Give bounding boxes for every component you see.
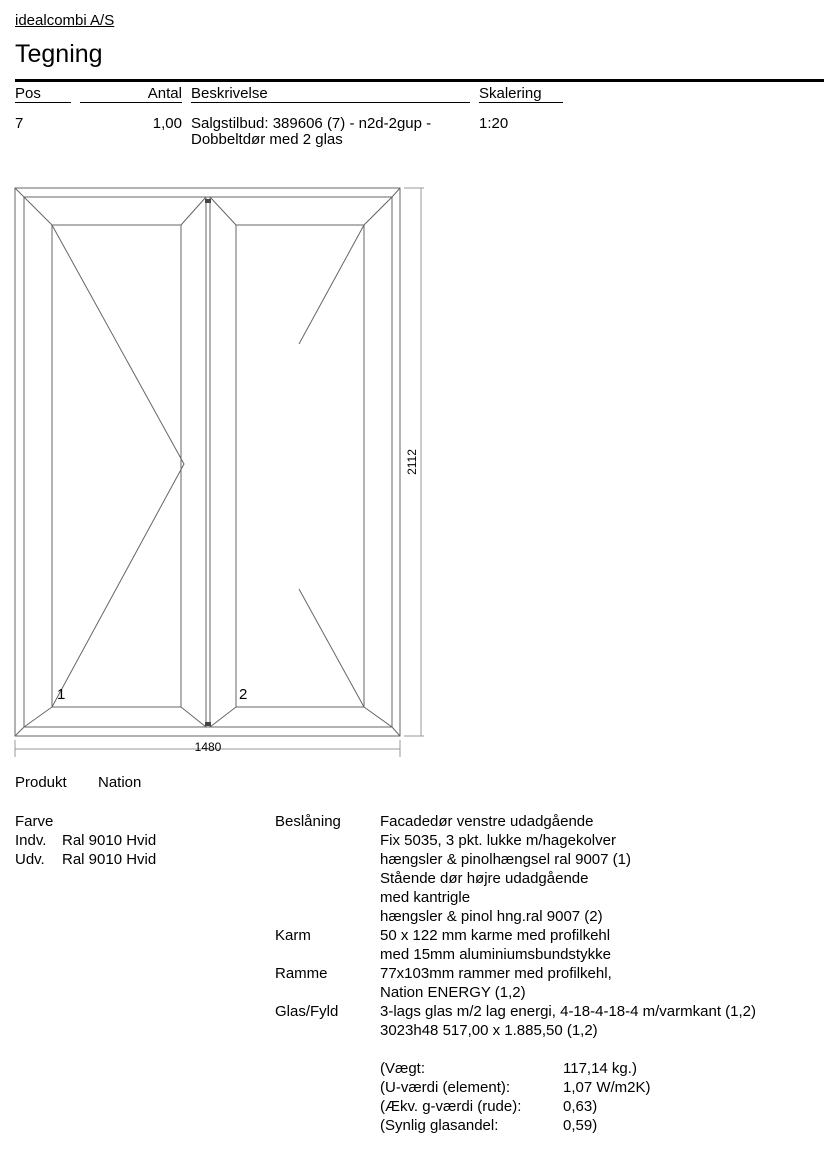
beslaaning-line: Facadedør venstre udadgående [380,813,594,830]
col-skalering-underline [479,102,563,103]
color-udv-value: Ral 9010 Hvid [62,851,157,868]
header-rule [15,79,824,82]
leaf-2-opening-indicator-bottom [299,589,364,707]
beslaaning-label: Beslåning [275,813,341,830]
frame-outer [15,188,400,736]
color-heading: Farve [15,813,54,830]
row-pos: 7 [15,115,24,132]
beslaaning-line: hængsler & pinol hng.ral 9007 (2) [380,908,603,925]
col-beskrivelse-header: Beskrivelse [191,85,268,102]
glas-line: 3-lags glas m/2 lag energi, 4-18-4-18-4 m/varmkant (1,2) [380,1003,756,1020]
leaf-2-label: 2 [239,686,248,703]
glas-line: 3023h48 517,00 x 1.885,50 (1,2) [380,1022,598,1039]
property-value-g-value: 0,63) [563,1098,598,1115]
beslaaning-line: med kantrigle [380,889,471,906]
color-indv-label: Indv. [15,832,47,849]
frame-inner [24,197,392,727]
property-label-u-value: (U-værdi (element): [380,1079,511,1096]
ramme-label: Ramme [275,965,328,982]
col-pos-underline [15,102,71,103]
row-beskrivelse-line2: Dobbeltdør med 2 glas [191,131,343,148]
glas-label: Glas/Fyld [275,1003,339,1020]
leaf-2-sash [210,197,392,727]
col-beskrivelse-underline [191,102,470,103]
height-dimension-label: 2112 [405,449,419,475]
karm-line: med 15mm aluminiumsbundstykke [380,946,611,963]
beslaaning-line: Stående dør højre udadgående [380,870,589,887]
karm-label: Karm [275,927,311,944]
col-antal-header: Antal [147,85,182,102]
beslaaning-line: Fix 5035, 3 pkt. lukke m/hagekolver [380,832,616,849]
beslaaning-values [380,812,756,1040]
row-skalering: 1:20 [479,115,509,132]
property-value-weight: 117,14 kg.) [563,1060,637,1077]
ramme-line: Nation ENERGY (1,2) [380,984,526,1001]
width-dimension-label: 1480 [194,740,222,754]
property-label-g-value: (Ækv. g-værdi (rude): [380,1098,522,1115]
col-antal-underline [80,102,182,103]
karm-line: 50 x 122 mm karme med profilkehl [380,927,611,944]
leaf-1-sash [24,197,206,727]
leaf-1-label: 1 [57,686,66,703]
leaf-2-glass [236,225,364,707]
leaf-1-glass [52,225,181,707]
product-label: Produkt [15,774,67,791]
property-value-u-value: 1,07 W/m2K) [563,1079,651,1096]
door-drawing [0,170,440,770]
property-label-glass-share: (Synlig glasandel: [380,1117,499,1134]
leaf-1-opening-indicator [52,225,184,707]
color-indv-value: Ral 9010 Hvid [62,832,157,849]
col-pos-header: Pos [15,85,41,102]
company-name: idealcombi A/S [15,12,115,29]
col-skalering-header: Skalering [479,85,542,102]
color-udv-label: Udv. [15,851,45,868]
leaf-2-opening-indicator-top [299,225,364,344]
row-beskrivelse-line1: Salgstilbud: 389606 (7) - n2d-2gup - [191,115,432,132]
row-antal: 1,00 [152,115,182,132]
page-title: Tegning [15,40,103,68]
property-value-glass-share: 0,59) [563,1117,598,1134]
property-label-weight: (Vægt: [380,1060,426,1077]
product-value: Nation [98,774,142,791]
row-beskrivelse [191,116,431,148]
beslaaning-line: hængsler & pinolhængsel ral 9007 (1) [380,851,631,868]
ramme-line: 77x103mm rammer med profilkehl, [380,965,612,982]
